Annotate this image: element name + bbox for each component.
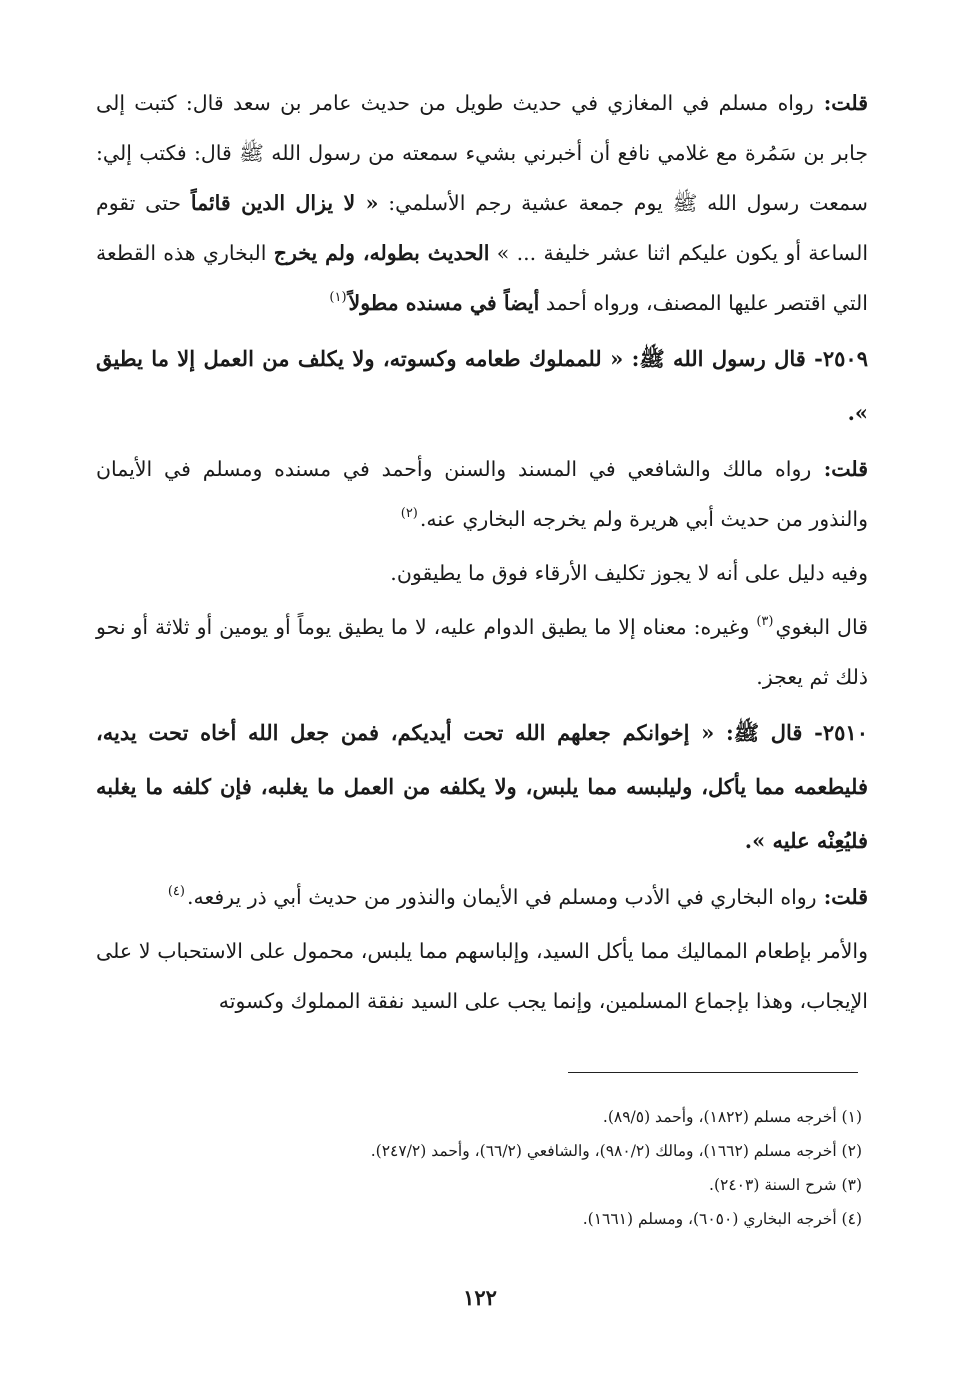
paragraph-text: والأمر بإطعام المماليك مما يأكل السيد، وإلباسهم مما يلبس، محمول على الاستحباب لا على الإيجاب، وهذا بإجماع المسلمين، وإنما يجب على السيد نفقة المملوك وكسوته bbox=[96, 939, 868, 1013]
lead-label: قلت: bbox=[811, 457, 868, 481]
paragraph-4 bbox=[96, 548, 868, 598]
paragraph-8 bbox=[96, 926, 868, 1026]
paragraph-text-3: البخاري هذه القطعة التي اقتصر عليها المصنف، ورواه أحمد bbox=[96, 241, 868, 315]
hadith-2510: ٢٥١٠- قال ﷺ: « إخوانكم جعلهم الله تحت أيديكم، فمن جعل الله أخاه تحت يديه، فليطعمه مما يأكل، وليلبسه مما يلبس، ولا يكلفه من العمل ما يغلبه، فإن كلفه ما يغلبه فليُعِنْه عليه ». bbox=[96, 720, 868, 853]
footnote-ref-2: (٢) bbox=[400, 506, 418, 521]
hadith-2509: ٢٥٠٩- قال رسول الله ﷺ: « للمملوك طعامه وكسوته، ولا يكلف من العمل إلا ما يطيق ». bbox=[96, 346, 868, 425]
quote-start: « لا يزال الدين قائماً bbox=[190, 191, 379, 215]
paragraph-text: رواه البخاري في الأدب ومسلم في الأيمان والنذور من حديث أبي ذر يرفعه. bbox=[186, 885, 817, 909]
footnote-ref-4: (٤) bbox=[167, 884, 185, 899]
page-number: ١٢٢ bbox=[463, 1285, 497, 1310]
lead-label: قلت: bbox=[813, 91, 868, 115]
bold-phrase-3: أيضاً في مسنده مطولاً bbox=[348, 291, 540, 315]
paragraph-text: قال البغوي bbox=[775, 615, 868, 639]
paragraph-1 bbox=[96, 78, 868, 328]
paragraph-text: رواه مسلم في المغازي في حديث طويل من حديث عامر بن سعد قال: كتبت إلى جابر بن سَمُرة مع غلامي نافع أن أخبرني بشيء سمعته من رسول الله ﷺ قال: فكتب إلي: سمعت رسول الله ﷺ يوم جمعة عشية رجم الأسلمي: bbox=[96, 91, 868, 215]
paragraph-7 bbox=[96, 872, 868, 922]
paragraph-text: رواه مالك والشافعي في المسند والسنن وأحمد في مسنده ومسلم في الأيمان والنذور من حديث أبي هريرة ولم يخرجه البخاري عنه. bbox=[96, 457, 868, 531]
paragraph-text-2: وغيره: معناه إلا ما يطيق الدوام عليه، لا ما يطيق يوماً أو يومين أو ثلاثة أو نحو ذلك ثم يعجز. bbox=[96, 615, 868, 689]
paragraph-text-2: حتى تقوم الساعة أو يكون عليكم اثنا عشر خليفة ... » bbox=[96, 191, 869, 265]
page-body bbox=[96, 78, 868, 1026]
paragraph-5 bbox=[96, 602, 868, 702]
bold-phrase-2: الحديث بطوله، ولم يخرج bbox=[273, 241, 490, 265]
footnote-2: (٢) أخرجه مسلم (١٦٦٢)، ومالك (٩٨٠/٢)، والشافعي (٦٦/٢)، وأحمد (٢٤٧/٢). bbox=[370, 1142, 862, 1160]
footnote-4: (٤) أخرجه البخاري (٦٠٥٠)، ومسلم (١٦٦١). bbox=[582, 1210, 862, 1228]
footnote-separator bbox=[568, 1072, 858, 1073]
footnote-ref-3: (٣) bbox=[756, 614, 774, 629]
footnote-3: (٣) شرح السنة (٢٤٠٣). bbox=[709, 1176, 862, 1194]
footnotes bbox=[120, 1100, 862, 1236]
paragraph-3 bbox=[96, 444, 868, 544]
footnote-ref-1: (١) bbox=[329, 290, 347, 305]
paragraph-text: وفيه دليل على أنه لا يجوز تكليف الأرقاء فوق ما يطيقون. bbox=[390, 561, 868, 585]
footnote-1: (١) أخرجه مسلم (١٨٢٢)، وأحمد (٨٩/٥). bbox=[602, 1108, 862, 1126]
lead-label: قلت: bbox=[816, 885, 868, 909]
